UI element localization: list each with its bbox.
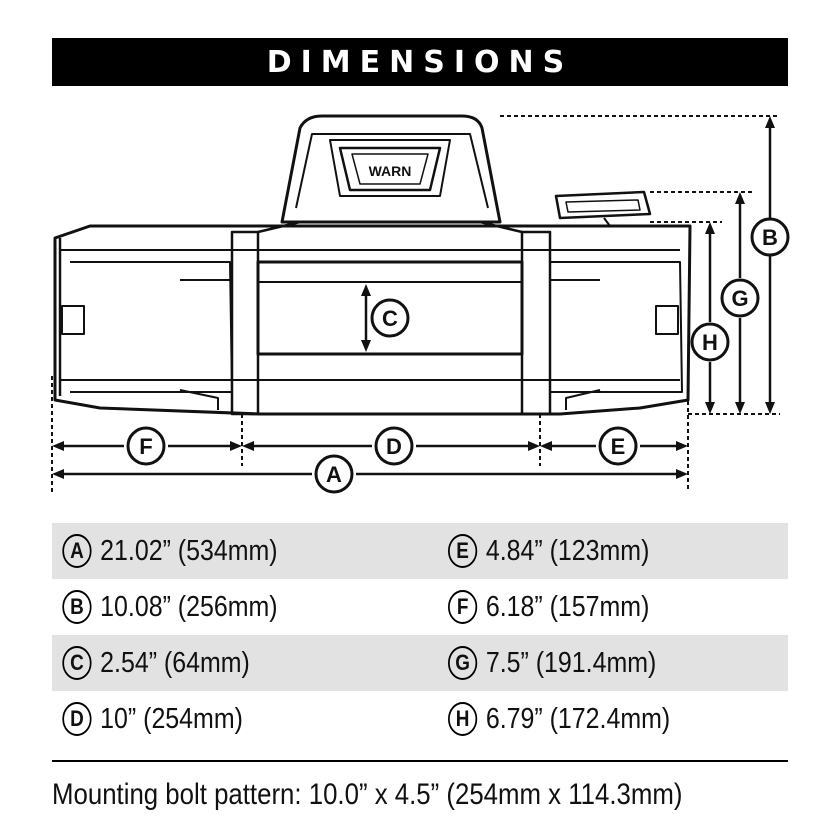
label-d: D bbox=[386, 434, 402, 459]
letter-badge: A bbox=[62, 534, 91, 568]
spec-value: 7.5” (191.4mm) bbox=[485, 646, 656, 679]
label-b: B bbox=[762, 225, 778, 250]
spec-row bbox=[52, 523, 788, 579]
divider bbox=[52, 760, 788, 762]
spec-cell bbox=[52, 646, 392, 680]
spec-cell bbox=[448, 590, 741, 624]
spec-row bbox=[52, 691, 788, 747]
spec-cell bbox=[52, 534, 392, 568]
spec-cell bbox=[52, 590, 392, 624]
winch-diagram bbox=[0, 90, 840, 510]
title-bar bbox=[52, 38, 788, 86]
letter-badge: G bbox=[448, 646, 477, 680]
spec-value: 10.08” (256mm) bbox=[100, 590, 278, 623]
label-g: G bbox=[731, 286, 749, 311]
letter-badge: F bbox=[448, 590, 477, 624]
page-title: DIMENSIONS bbox=[266, 44, 574, 80]
spec-value: 21.02” (534mm) bbox=[100, 534, 278, 567]
letter-badge: E bbox=[448, 534, 477, 568]
label-f: F bbox=[139, 434, 153, 459]
letter-badge: B bbox=[62, 590, 91, 624]
spec-value: 10” (254mm) bbox=[100, 702, 243, 735]
spec-table bbox=[52, 523, 788, 747]
spec-cell bbox=[448, 646, 741, 680]
remote-plug bbox=[556, 192, 650, 218]
spec-row bbox=[52, 635, 788, 691]
letter-badge: D bbox=[62, 702, 91, 736]
spec-value: 6.79” (172.4mm) bbox=[485, 702, 670, 735]
spec-value: 2.54” (64mm) bbox=[100, 646, 250, 679]
warn-logo: WARN bbox=[368, 163, 412, 179]
label-a: A bbox=[326, 462, 342, 487]
label-h: H bbox=[702, 330, 718, 355]
spec-value: 6.18” (157mm) bbox=[485, 590, 650, 623]
spec-cell bbox=[448, 534, 741, 568]
spec-value: 4.84” (123mm) bbox=[485, 534, 650, 567]
label-e: E bbox=[610, 434, 626, 459]
label-c: C bbox=[382, 306, 398, 331]
spec-row bbox=[52, 579, 788, 635]
spec-cell bbox=[52, 702, 392, 736]
letter-badge: H bbox=[448, 702, 477, 736]
mounting-bolt-note: Mounting bolt pattern: 10.0” x 4.5” (254mm x 114.3mm) bbox=[52, 778, 683, 811]
spec-cell bbox=[448, 702, 741, 736]
letter-badge: C bbox=[62, 646, 91, 680]
